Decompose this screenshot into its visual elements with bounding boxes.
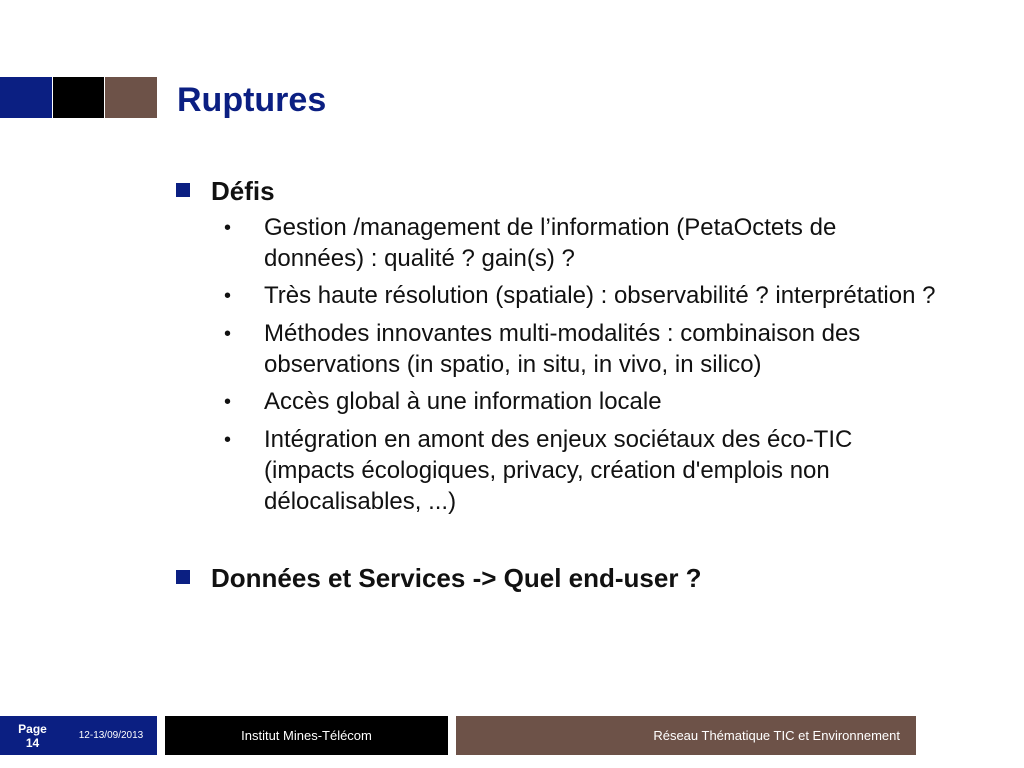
section-donnees-services	[176, 563, 976, 593]
accent-bar-blue	[0, 77, 52, 118]
footer-date	[65, 716, 157, 755]
list-item	[222, 212, 942, 274]
bullet-text: Intégration en amont des enjeux sociétaux des éco-TIC (impacts écologiques, privacy, création d'emplois non délocalisables, ...)	[264, 426, 853, 515]
footer-page-label: Page	[18, 721, 47, 736]
bullet-dot-icon: •	[224, 391, 232, 413]
slide-content	[176, 176, 976, 593]
bullet-text: Méthodes innovantes multi-modalités : combinaison des observations (in spatio, in situ, in vivo, in silico)	[264, 320, 861, 378]
bullet-dot-icon: •	[224, 323, 232, 345]
footer-institution	[165, 716, 448, 755]
footer-page-number: 14	[25, 735, 40, 750]
list-item	[222, 424, 942, 517]
accent-bar-brown	[105, 77, 157, 118]
accent-bar-black	[53, 77, 104, 118]
square-bullet-icon	[176, 570, 190, 584]
square-bullet-icon	[176, 183, 190, 197]
section-heading: Défis	[211, 176, 275, 206]
bullet-text: Gestion /management de l’information (PetaOctets de données) : qualité ? gain(s) ?	[264, 214, 837, 272]
footer-page-box	[0, 716, 65, 755]
list-item	[222, 386, 942, 418]
bullet-text: Accès global à une information locale	[264, 388, 662, 415]
bullet-dot-icon: •	[224, 429, 232, 451]
section-defis	[176, 176, 976, 206]
bullet-list	[222, 212, 942, 517]
section-heading: Données et Services -> Quel end-user ?	[211, 563, 702, 593]
list-item	[222, 280, 942, 312]
footer-network-text: Réseau Thématique TIC et Environnement	[653, 728, 900, 743]
footer-date-text: 12-13/09/2013	[78, 730, 144, 741]
footer-network	[456, 716, 916, 755]
bullet-text: Très haute résolution (spatiale) : observabilité ? interprétation ?	[264, 282, 936, 309]
footer-institution-text: Institut Mines-Télécom	[241, 728, 372, 743]
slide-title: Ruptures	[177, 81, 327, 119]
list-item	[222, 318, 942, 380]
bullet-dot-icon: •	[224, 285, 232, 307]
bullet-dot-icon: •	[224, 217, 232, 239]
